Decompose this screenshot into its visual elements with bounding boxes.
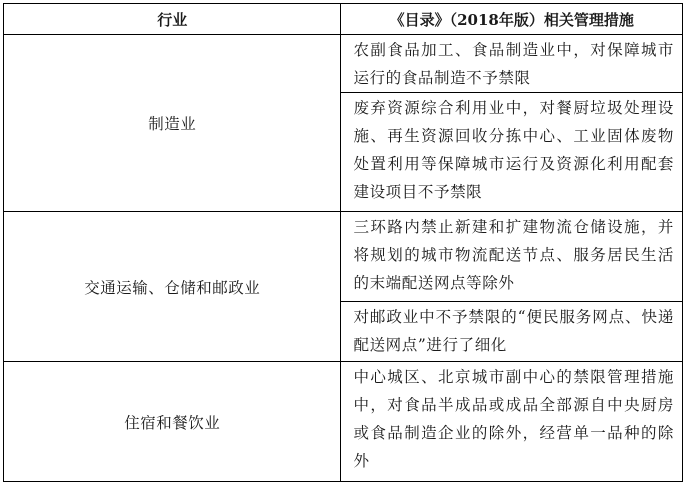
measure-cell: 废弃资源综合利用业中，对餐厨垃圾处理设施、再生资源回收分拣中心、工业固体废物处置利用等保障城市运行及资源化利用配套建设项目不予禁限 [341,93,683,212]
measure-cell: 对邮政业中不予禁限的“便民服务网点、快递配送网点”进行了细化 [341,302,683,362]
table-row [4,362,683,482]
header-measure: 《目录》（2018年版）相关管理措施 [341,4,683,35]
measure-cell: 农副食品加工、食品制造业中，对保障城市运行的食品制造不予禁限 [341,35,683,93]
header-industry: 行业 [4,4,341,35]
header-row [4,4,683,35]
industry-cell: 住宿和餐饮业 [4,362,341,482]
table-row [4,35,683,93]
measure-cell: 三环路内禁止新建和扩建物流仓储设施，并将规划的城市物流配送节点、服务居民生活的末端配送网点等除外 [341,212,683,302]
measure-cell: 中心城区、北京城市副中心的禁限管理措施中，对食品半成品或成品全部源自中央厨房或食品制造企业的除外，经营单一品种的除外 [341,362,683,482]
policy-table [3,3,683,482]
industry-cell: 交通运输、仓储和邮政业 [4,212,341,362]
industry-cell: 制造业 [4,35,341,212]
table-row [4,212,683,302]
